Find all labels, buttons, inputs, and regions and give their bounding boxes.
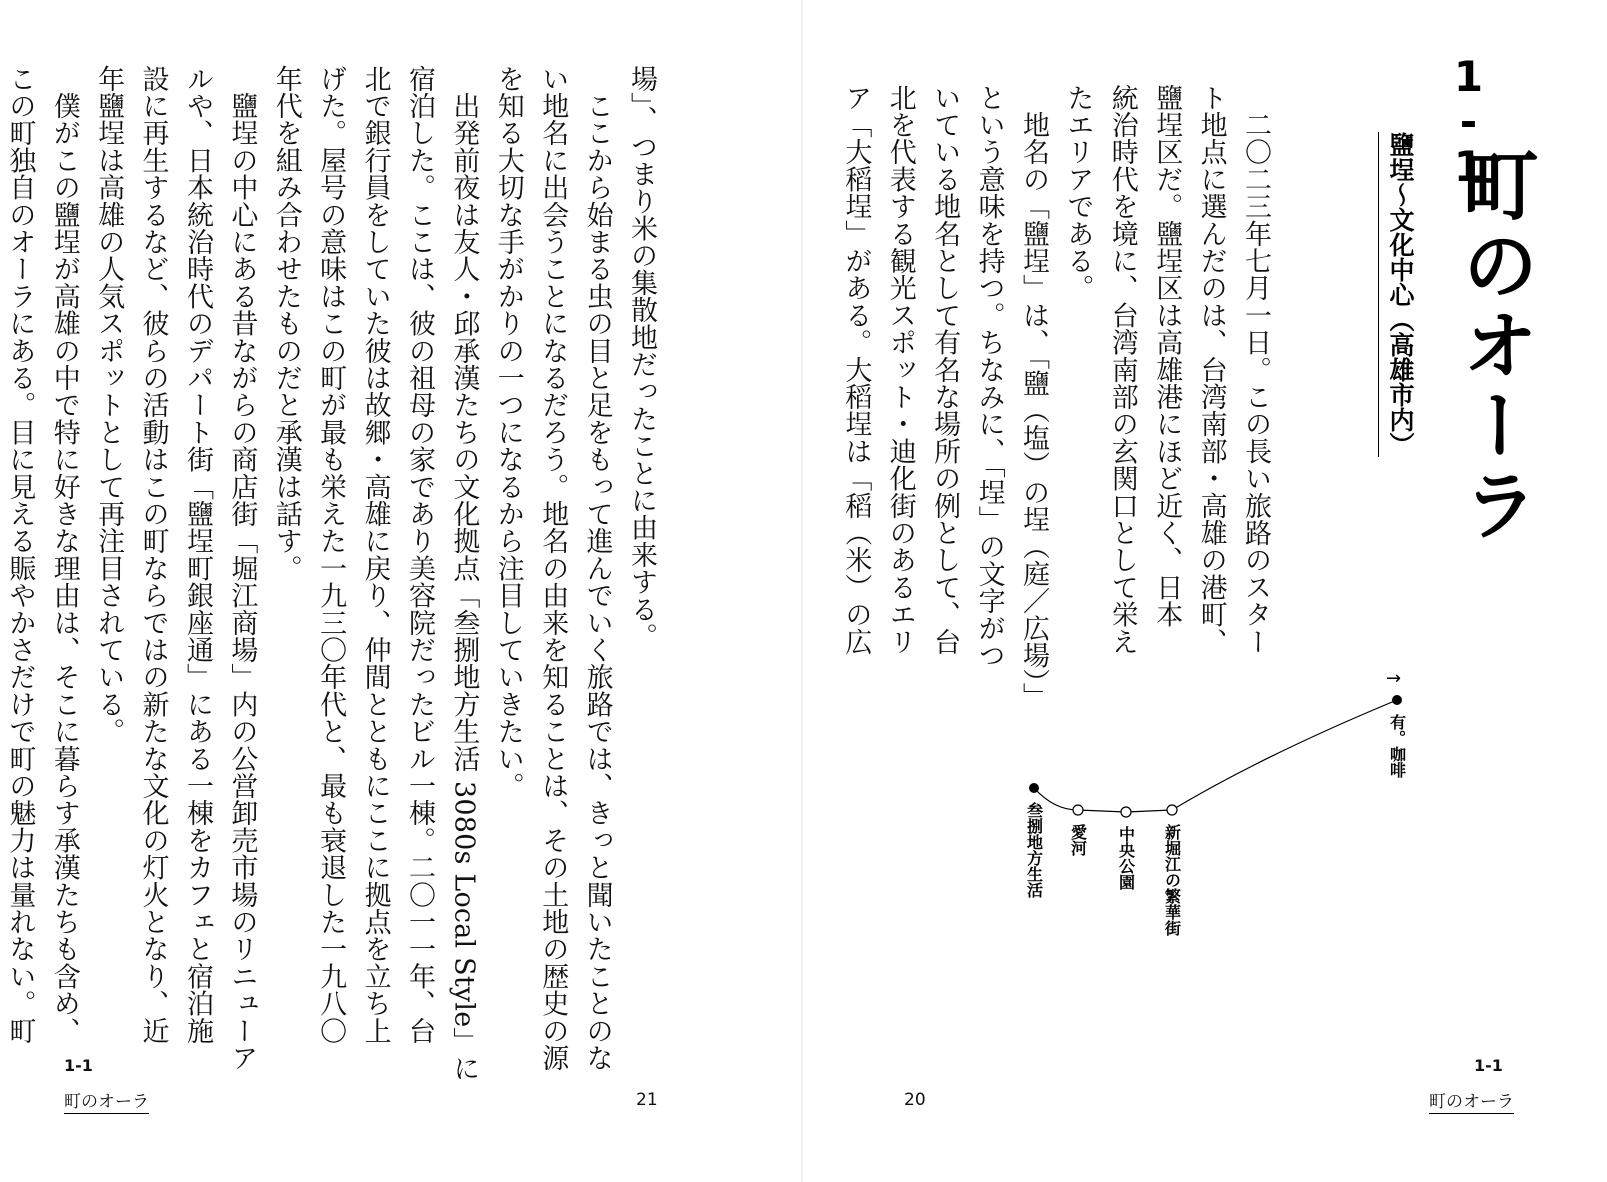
footer-section-number: 1-1 bbox=[1474, 1056, 1503, 1075]
route-stop-marker-filled bbox=[1392, 695, 1402, 705]
body-line: 鹽埕の中心にある昔ながらの商店街「堀江商場」内の公営卸売市場のリニューア bbox=[226, 65, 258, 1072]
body-line: ここから始まる虫の目と足をもって進んでいく旅路では、きっと聞いたことのな bbox=[581, 65, 613, 1072]
chapter-subtitle: 鹽埕～文化中心（高雄市内） bbox=[1378, 132, 1418, 457]
body-line: 統治時代を境に、台湾南部の玄関口として栄え bbox=[1106, 84, 1138, 656]
chapter-title: 町のオーラ bbox=[1450, 146, 1539, 546]
body-line: この町独自のオーラにある。目に見える賑やかさだけで町の魅力は量れない。町 bbox=[4, 65, 36, 1045]
body-line: 僕がこの鹽埕が高雄の中で特に好きな理由は、そこに暮らす承漢たちも含め、 bbox=[48, 65, 80, 1045]
body-line: 鹽埕区だ。鹽埕区は高雄港にほど近く、日本 bbox=[1151, 84, 1183, 628]
body-line: を知る大切な手がかりの一つになるから注目していきたい。 bbox=[492, 65, 524, 800]
route-map bbox=[1004, 660, 1444, 960]
route-stop-label: 新堀江の繁華街 bbox=[1162, 824, 1182, 936]
body-line: ア「大稻埕」がある。大稻埕は「稻（米）の広 bbox=[840, 84, 872, 656]
body-line: 宿泊した。ここは、彼の祖母の家であり美容院だったビル一棟。二〇一一年、台 bbox=[403, 65, 435, 1045]
route-arrow: → bbox=[1386, 668, 1402, 689]
body-line: ト地点に選んだのは、台湾南部・高雄の港町、 bbox=[1195, 84, 1227, 656]
body-line: 地名の「鹽埕」は、「鹽（塩）の埕（庭／広場）」 bbox=[1017, 84, 1049, 710]
route-stop-label: 愛河 bbox=[1068, 824, 1088, 856]
footer-section-title: 町のオーラ bbox=[64, 1087, 149, 1114]
body-line: げた。屋号の意味はこの町が最も栄えた一九三〇年代と、最も衰退した一九八〇 bbox=[315, 65, 347, 1045]
body-line: 場」、つまり米の集散地だったことに由来する。 bbox=[626, 65, 657, 650]
route-line bbox=[1034, 700, 1397, 812]
route-stop-marker-filled bbox=[1029, 783, 1039, 793]
body-line: 年鹽埕は高雄の人気スポットとして再注目されている。 bbox=[93, 65, 125, 745]
route-stop-marker-open bbox=[1167, 805, 1177, 815]
page-number: 21 bbox=[636, 1090, 658, 1110]
route-stop-label: 有。咖啡 bbox=[1387, 714, 1407, 778]
body-line: い地名に出会うことになるだろう。地名の由来を知ることは、その土地の歴史の源 bbox=[537, 65, 569, 1072]
body-line: いている地名として有名な場所の例として、台 bbox=[929, 84, 961, 656]
right-page bbox=[804, 0, 1607, 1182]
body-line: 北で銀行員をしていた彼は故郷・高雄に戻り、仲間とともにここに拠点を立ち上 bbox=[359, 65, 391, 1045]
body-line: 年代を組み合わせたものだと承漢は話す。 bbox=[270, 65, 302, 582]
body-line: 出発前夜は友人・邱承漢たちの文化拠点「叁捌地方生活 3080s Local Style」に bbox=[448, 65, 480, 1082]
right-body-text bbox=[817, 84, 1277, 710]
route-stop-marker-open bbox=[1073, 805, 1083, 815]
body-line: という意味を持つ。ちなみに、「埕」の文字がつ bbox=[973, 84, 1005, 669]
left-page bbox=[0, 0, 803, 1182]
route-stop-label: 中央公園 bbox=[1116, 826, 1136, 890]
body-line: たエリアである。 bbox=[1062, 84, 1094, 302]
body-line: 二〇二三年七月一日。この長い旅路のスター bbox=[1240, 84, 1271, 656]
footer-section-title: 町のオーラ bbox=[1429, 1087, 1514, 1114]
body-line: ルや、日本統治時代のデパート街「鹽埕町銀座通」にある一棟をカフェと宿泊施 bbox=[181, 65, 213, 1045]
body-line: 北を代表する観光スポット・迪化街のあるエリ bbox=[884, 84, 916, 656]
body-line: 設に再生するなど、彼らの活動はこの町ならではの新たな文化の灯火となり、近 bbox=[137, 65, 169, 1045]
chapter-number: 1-1 bbox=[1444, 52, 1493, 187]
footer-section-number: 1-1 bbox=[64, 1056, 93, 1075]
route-stop-label: 叁捌地方生活 bbox=[1024, 802, 1044, 898]
route-stop-marker-open bbox=[1121, 807, 1131, 817]
page-number: 20 bbox=[904, 1090, 926, 1110]
